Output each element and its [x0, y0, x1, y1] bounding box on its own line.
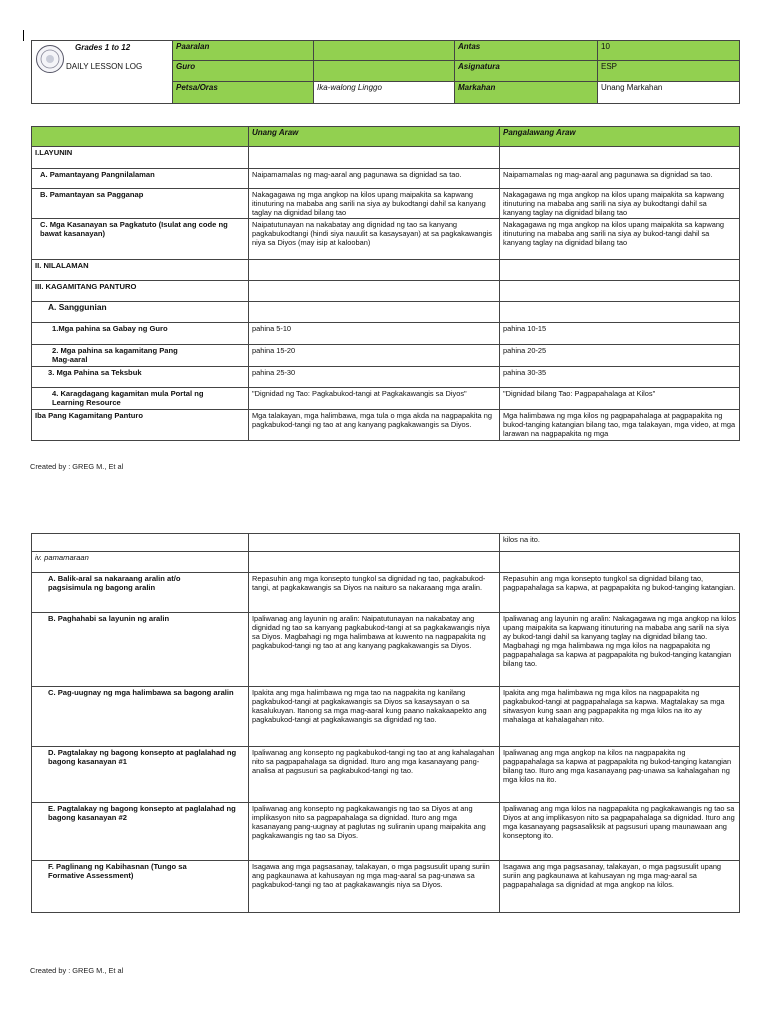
row-label-kagamitang-panturo: III. KAGAMITANG PANTURO	[32, 281, 249, 302]
cell-day1: pahina 5-10	[249, 323, 500, 345]
cell-day2	[500, 552, 740, 573]
day1-col-header: Unang Araw	[249, 127, 500, 147]
cell-day2: Nakagagawa ng mga angkop na kilos upang maipakita sa kapwang itinuturing na mababa ang sarili na siya ay bukodtangi dahil sa kanyang taglay na dignidad bilang tao	[500, 189, 740, 219]
asignatura-label: Asignatura	[455, 61, 598, 82]
cell-day1: Ipaliwanag ang layunin ng aralin: Naipatutunayan na nakabatay ang dignidad ng tao sa kanyang pagkabukod-tangi at sa pagkakawangis niya sa Diyos. Magbahagi ng mga halimbawa at kuwento na nagpapakita ng pagkabukod-tangi ng tao at ang kanyang pagkakawangis sa Diyos.	[249, 613, 500, 687]
row-label-sanggunian: A. Sanggunian	[32, 302, 249, 323]
row-label-paglinang: F. Paglinang ng Kabihasnan (Tungo sa Formative Assessment)	[32, 861, 249, 913]
cell-day1: Isagawa ang mga pagsasanay, talakayan, o mga pagsusulit upang suriin ang pagkaunawa at kahusayan ng mga mag-aaral sa pag-unawa sa pagkabukod-tangi ng tao at pagkakawangis niya sa Diyos.	[249, 861, 500, 913]
grades-label: Grades 1 to 12	[75, 43, 131, 52]
row-label-pang-mag-aaral: 2. Mga pahina sa kagamitang Pang Mag-aaral	[32, 345, 249, 367]
row-label-kasanayan: C. Mga Kasanayan sa Pagkatuto (Isulat ang code ng bawat kasanayan)	[32, 219, 249, 260]
cell-day2: Repasuhin ang mga konsepto tungkol sa dignidad bilang tao, pagpapahalaga sa kapwa, at pagpapakita ng bukod-tanging katangian.	[500, 573, 740, 613]
cell-day1: Nakagagawa ng mga angkop na kilos upang maipakita sa kapwang itinuturing na mababa ang sarili na siya ay bukodtangi dahil sa kanyang taglay na dignidad bilang tao	[249, 189, 500, 219]
row-label-balik-aral: A. Balik-aral sa nakaraang aralin at/o pagsisimula ng bagong aralin	[32, 573, 249, 613]
cell-day1: "Dignidad ng Tao: Pagkabukod-tangi at Pagkakawangis sa Diyos"	[249, 388, 500, 410]
cell-day1: Ipaliwanag ang konsepto ng pagkabukod-tangi ng tao at ang kahalagahan nito sa pagpapahalaga sa dignidad. Ituro ang mga kasanayang pang-analisa at pagsusuri sa pagkabukod-tangi ng tao.	[249, 747, 500, 803]
markahan-value: Unang Markahan	[598, 82, 740, 104]
cell-day1: pahina 15-20	[249, 345, 500, 367]
procedure-table	[31, 533, 740, 913]
row-label-nilalaman: II. NILALAMAN	[32, 260, 249, 281]
paaralan-value	[314, 41, 455, 61]
cell-day1	[249, 260, 500, 281]
guro-value	[314, 61, 455, 82]
cell-day2: Ipaliwanag ang mga angkop na kilos na nagpapakita ng pagpapahalaga sa kapwa at pagpapakita ng bukod-tanging katangian bilang tao. Ituro ang mga kasanayang pag-unawa sa kahalagahan ng mga kilos na ito.	[500, 747, 740, 803]
credit-line: Created by : GREG M., Et al	[30, 462, 124, 471]
cell-day1: Naipatutunayan na nakabatay ang dignidad ng tao sa kanyang pagkabukodtangi (hindi siya nauulit sa kasaysayan) at sa pagkakawangis niya sa Diyos (may isip at kalooban)	[249, 219, 500, 260]
cell-day1: Mga talakayan, mga halimbawa, mga tula o mga akda na nagpapakita ng pagkabukod-tangi ng tao at ang kanyang pagkakawangis sa Diyos.	[249, 410, 500, 441]
cell-day2	[500, 260, 740, 281]
cell-day2: Nakagagawa ng mga angkop na kilos upang maipakita sa kapwang itinuturing na mababa ang sarili na siya ay bukod-tangi dahil sa kanyang taglay na dignidad bilang tao	[500, 219, 740, 260]
cell-day2: Mga halimbawa ng mga kilos ng pagpapahalaga at pagpapakita ng bukod-tanging katangian bilang tao, mga talakayan, mga video, at mga larawan na nagpapakita ng mga	[500, 410, 740, 441]
cell-day2: Ipakita ang mga halimbawa ng mga kilos na nagpapakita ng pagkabukod-tangi at pagpapahalaga sa kapwa. Magtalakay sa mga sitwasyon kung saan ang pagpapakita ng mga kilos na ito ay mahalaga at kahalagahan nito.	[500, 687, 740, 747]
deped-seal-icon	[35, 44, 65, 74]
day2-col-header: Pangalawang Araw	[500, 127, 740, 147]
cell-day1: Repasuhin ang mga konsepto tungkol sa dignidad ng tao, pagkabukod-tangi, at pagkakawangis sa Diyos na naituro sa nakaraang mga aralin.	[249, 573, 500, 613]
row-label-layunin: I.LAYUNIN	[32, 147, 249, 169]
petsa-label: Petsa/Oras	[173, 82, 314, 104]
row-label-gabay-guro: 1.Mga pahina sa Gabay ng Guro	[32, 323, 249, 345]
antas-label: Antas	[455, 41, 598, 61]
cont-day1-cell	[249, 534, 500, 552]
row-label-pagganap: B. Pamantayan sa Pagganap	[32, 189, 249, 219]
markahan-label: Markahan	[455, 82, 598, 104]
cell-day2: Naipamamalas ng mag-aaral ang pagunawa sa dignidad sa tao.	[500, 169, 740, 189]
cell-day1	[249, 147, 500, 169]
header-title-cell	[32, 41, 173, 104]
row-label-pamamaraan: iv. pamamaraan	[32, 552, 249, 573]
asignatura-value: ESP	[598, 61, 740, 82]
cell-day1: pahina 25-30	[249, 367, 500, 388]
cell-day1: Naipamamalas ng mag-aaral ang pagunawa sa dignidad sa tao.	[249, 169, 500, 189]
cont-day2-cell: kilos na ito.	[500, 534, 740, 552]
log-title: DAILY LESSON LOG	[66, 62, 143, 71]
cell-day2: pahina 10-15	[500, 323, 740, 345]
row-label-paghahabi: B. Paghahabi sa layunin ng aralin	[32, 613, 249, 687]
cell-day1: Ipakita ang mga halimbawa ng mga tao na nagpakita ng kanilang pagkabukod-tangi at pagkakawangis sa Diyos sa kasaysayan o sa kasalukuyan. Itanong sa mga mag-aaral kung paano nakakaapekto ang pagkabukod-tangi at pagkakawangis sa dignidad ng tao.	[249, 687, 500, 747]
cell-day2: "Dignidad bilang Tao: Pagpapahalaga at Kilos"	[500, 388, 740, 410]
cell-day1	[249, 302, 500, 323]
cell-day2: pahina 30-35	[500, 367, 740, 388]
header-table	[31, 40, 740, 104]
cell-day2	[500, 147, 740, 169]
label-col-header	[32, 127, 249, 147]
objectives-table	[31, 126, 740, 441]
row-label-teksbuk: 3. Mga Pahina sa Teksbuk	[32, 367, 249, 388]
cell-day1	[249, 552, 500, 573]
cell-day1	[249, 281, 500, 302]
cell-day1: Ipaliwanag ang konsepto ng pagkakawangis ng tao sa Diyos at ang implikasyon nito sa pagpapahalaga sa dignidad. Ituro ang mga kasanayang pang-uugnay at paglutas ng suliranin upang maipakita ang pagkakawangis ng tao sa Diyos.	[249, 803, 500, 861]
cell-day2	[500, 302, 740, 323]
cont-label-cell	[32, 534, 249, 552]
credit-line: Created by : GREG M., Et al	[30, 966, 124, 975]
row-label-konsepto-2: E. Pagtalakay ng bagong konsepto at paglalahad ng bagong kasanayan #2	[32, 803, 249, 861]
cell-day2: Ipaliwanag ang mga kilos na nagpapakita ng pagkakawangis ng tao sa Diyos at ang implikasyon nito sa pagpapahalaga sa dignidad. Ituro ang mga kasanayang pagsasaliksik at pagsusuri upang maunawaan ang konseptong ito.	[500, 803, 740, 861]
cell-day2: Ipaliwanag ang layunin ng aralin: Nakagagawa ng mga angkop na kilos upang maipakita sa kapwang itinuturing na mababa ang sarili na siya ay bukod-tangi dahil sa kanyang taglay na dignidad bilang tao. Magbahagi ng mga halimbawa ng mga kilos na nagpapakita ng pagpapahalaga sa kapwa at pagpapakita ng bukod-tanging katangian bilang tao.	[500, 613, 740, 687]
petsa-value: Ika-walong Linggo	[314, 82, 455, 104]
antas-value: 10	[598, 41, 740, 61]
row-label-iba-pang-kagamitan: Iba Pang Kagamitang Panturo	[32, 410, 249, 441]
guro-label: Guro	[173, 61, 314, 82]
cell-day2: Isagawa ang mga pagsasanay, talakayan, o mga pagsusulit upang suriin ang pagkaunawa at kahusayan ng mga mag-aaral sa pagpapahalaga sa dignidad at mga angkop na kilos.	[500, 861, 740, 913]
cell-day2: pahina 20-25	[500, 345, 740, 367]
cell-day2	[500, 281, 740, 302]
text-cursor	[23, 30, 24, 41]
row-label-portal: 4. Karagdagang kagamitan mula Portal ng Learning Resource	[32, 388, 249, 410]
row-label-pangnilalaman: A. Pamantayang Pangnilalaman	[32, 169, 249, 189]
paaralan-label: Paaralan	[173, 41, 314, 61]
row-label-pag-uugnay: C. Pag-uugnay ng mga halimbawa sa bagong aralin	[32, 687, 249, 747]
row-label-konsepto-1: D. Pagtalakay ng bagong konsepto at paglalahad ng bagong kasanayan #1	[32, 747, 249, 803]
